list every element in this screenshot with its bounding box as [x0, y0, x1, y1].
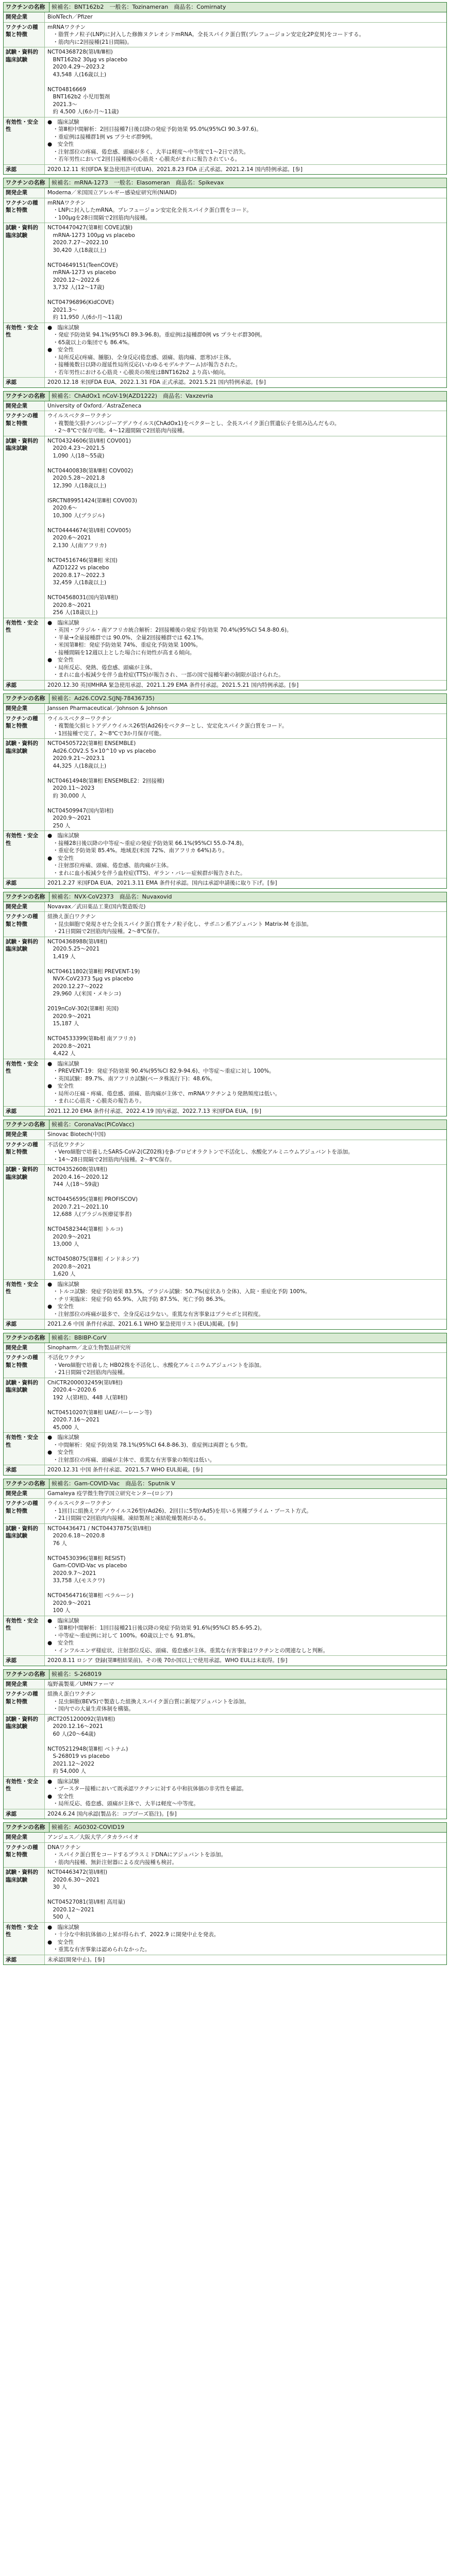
row-content: Gamaleya 疫学微生物学国立研究センター(ロシア): [47, 1490, 173, 1497]
vaccine-header: [4, 1823, 446, 1833]
table-row: [4, 1343, 446, 1353]
row-content: 2020.12.18 米国FDA EUA、2022.1.31 FDA 正式承認。2021.5.21 国内特例承認。[参]: [47, 379, 266, 385]
table-row: [4, 1465, 446, 1475]
row-content: Janssen Pharmaceutical／Johnson & Johnson: [47, 705, 168, 711]
row-label: 開発企業: [4, 1680, 45, 1689]
row-label: 開発企業: [4, 401, 45, 411]
row-label: ワクチンの種類と特徴: [4, 1499, 45, 1523]
vaccine-header: [4, 1120, 446, 1130]
table-row: [4, 23, 446, 48]
row-label: ワクチンの種類と特徴: [4, 1843, 45, 1868]
row-label: 承認: [4, 1319, 45, 1329]
row-label: ワクチンの種類と特徴: [4, 1353, 45, 1378]
row-label: 試験・資料的臨床試験: [4, 436, 45, 618]
row-label: 有効性・安全性: [4, 323, 45, 378]
table-row: [4, 1130, 446, 1140]
vaccine-header-names: 候補名：NVX-CoV2373 商品名：Nuvaxovid: [52, 893, 172, 900]
table-row: [4, 1489, 446, 1499]
row-label: 有効性・安全性: [4, 117, 45, 164]
table-row: [4, 12, 446, 23]
table-row: [4, 1715, 446, 1777]
table-row: [4, 902, 446, 912]
table-row: [4, 1777, 446, 1809]
table-row: [4, 411, 446, 436]
row-content: NCT04368988(第Ⅰ/Ⅱ相) 2020.5.25～2021 1,419 人 NCT04611802(第Ⅲ相 PREVENT-19) NVX-CoV2373 5μg vs placebo 2020.12.27～2022 29,960 人(米国・メキシコ) 2019nCoV-302(第Ⅲ相 英国) 2020.9～2021 15,187 人 NCT04533399(第Ⅱb相 南アフリカ) 2020.8～2021 4,422 人: [47, 938, 140, 1057]
vaccine-block: [3, 892, 447, 1117]
table-row: [4, 117, 446, 165]
row-label: ワクチンの種類と特徴: [4, 23, 45, 47]
table-row: [4, 912, 446, 937]
table-row: [4, 1689, 446, 1715]
row-content: 2021.2.6 中国 条件付承認、2021.6.1 WHO 緊急使用リスト(EUL)掲載。[参]: [47, 1321, 238, 1327]
row-content: ● 臨床試験 ・十分な中和抗体価の上昇が得られず、2022.9 に開発中止を発表。 ● 安全性 ・重篤な有害事象は認められなかった。: [47, 1924, 220, 1953]
row-content: 2021.2.27 米国FDA EUA、2021.3.11 EMA 条件付承認。国内は承認申請後に取り下げ。[参]: [47, 880, 277, 886]
table-row: [4, 937, 446, 1059]
vaccine-header-names: 候補名：Ad26.COV2.S(JNJ-78436735): [52, 695, 155, 702]
table-row: [4, 1378, 446, 1433]
vaccine-header: [4, 1333, 446, 1343]
vaccine-block: [3, 1822, 447, 1965]
vaccine-header-names: 候補名：AG0302-COVID19: [52, 1824, 125, 1831]
row-content: Sinopharm／北京生物製品研究所: [47, 1344, 131, 1351]
vaccine-header-label: ワクチンの名称: [4, 1120, 49, 1129]
table-row: [4, 1165, 446, 1280]
row-label: ワクチンの種類と特徴: [4, 912, 45, 937]
row-label: 有効性・安全性: [4, 1059, 45, 1106]
row-content: ● 臨床試験 ・発症予防効果 94.1%(95%CI 89.3-96.8)。重症例は接種群0例 vs プラセボ群30例。 ・65歳以上の集団でも 86.4%。 ● 安全性 ・局所反応(疼痛、腫脹)、全身反応(倦怠感、頭痛、筋肉痛、悪寒)が主体。 ・接種後数日以降の遅延性局所反応(いわゆるモデルナアーム)が報告された。 ・若年男性における心筋炎・心膜炎の頻度はBNT162b2 より高い傾向。: [47, 324, 265, 376]
vaccine-header: [4, 892, 446, 902]
table-row: [4, 1680, 446, 1690]
row-label: ワクチンの種類と特徴: [4, 1689, 45, 1714]
table-row: [4, 878, 446, 888]
vaccine-header-names: 候補名：BNT162b2 一般名：Tozinameran 商品名：Comirnaty: [52, 4, 226, 10]
vaccine-block: [3, 391, 447, 691]
row-content: 2024.6.24 国内承認(製品名：コブゴーズ筋注)。[参]: [47, 1810, 177, 1817]
row-label: 試験・資料的臨床試験: [4, 937, 45, 1059]
row-label: 承認: [4, 1656, 45, 1666]
row-label: 試験・資料的臨床試験: [4, 739, 45, 831]
row-content: ● 臨床試験 ・ブースター接種において既承認ワクチンに対する中和抗体価の非劣性を確認。 ● 安全性 ・局所反応、倦怠感、頭痛が主体で、大半は軽度～中等度。: [47, 1778, 247, 1807]
row-content: ウイルスベクターワクチン ・複製能欠損チンパンジーアデノウイルス(ChAdOx1)をベクターとし、全長スパイク蛋白質遺伝子を組み込んだもの。 ・2～8℃で保存可能。4～12週間隔で2回筋肉内接種。: [47, 413, 340, 434]
table-row: [4, 1955, 446, 1965]
row-label: 承認: [4, 1809, 45, 1819]
row-content: BioNTech／Pfizer: [47, 14, 93, 20]
table-row: [4, 323, 446, 378]
vaccine-header-label: ワクチンの名称: [4, 392, 49, 401]
vaccine-header-names: 候補名：S-268019: [52, 1670, 102, 1677]
vaccine-header-label: ワクチンの名称: [4, 694, 49, 703]
table-row: [4, 739, 446, 831]
row-content: NCT04368728(第Ⅰ/Ⅱ/Ⅲ相) BNT162b2 30μg vs placebo 2020.4.29～2023.2 43,548 人(16歳以上) NCT04816669 BNT162b2 小児用製剤 2021.3～ 約 4,500 人(6か月～11歳): [47, 49, 128, 115]
table-row: [4, 704, 446, 714]
row-content: 不活化ワクチン ・Vero細胞で培養したSARS-CoV-2(CZ02株)をβ-プロピオラクトンで不活化し、水酸化アルミニウムアジュバントを添加。 ・14～28日間隔で2回筋肉内接種。2～8℃保存。: [47, 1141, 354, 1163]
row-content: Novavax／武田薬品工業(国内製造販売): [47, 903, 146, 910]
vaccine-header-label: ワクチンの名称: [4, 1670, 49, 1679]
row-label: 承認: [4, 1465, 45, 1475]
vaccine-header-label: ワクチンの名称: [4, 892, 49, 902]
row-content: DNAワクチン ・スパイク蛋白質をコードするプラスミドDNAにアジュバントを添加。 ・筋肉内接種、無針注射器による皮内接種も検討。: [47, 1844, 227, 1866]
table-row: [4, 1319, 446, 1329]
table-row: [4, 1433, 446, 1465]
table-row: [4, 1656, 446, 1666]
vaccine-block: [3, 693, 447, 889]
table-row: [4, 1059, 446, 1107]
table-row: [4, 1868, 446, 1923]
vaccine-header-label: ワクチンの名称: [4, 3, 49, 12]
row-content: アンジェス／大阪大学／タカラバイオ: [47, 1834, 139, 1840]
row-label: 有効性・安全性: [4, 1923, 45, 1955]
row-label: 有効性・安全性: [4, 831, 45, 878]
table-row: [4, 1843, 446, 1868]
row-content: NCT04463472(第Ⅰ/Ⅱ相) 2020.6.30～2021 30 人 NCT04527081(第Ⅰ/Ⅱ相 高用量) 2020.12～2021 500 人: [47, 1869, 125, 1920]
vaccine-header-names: 候補名：BBIBP-CorV: [52, 1334, 107, 1341]
row-label: 開発企業: [4, 1833, 45, 1842]
row-label: ワクチンの種類と特徴: [4, 1140, 45, 1165]
row-content: NCT04470427(第Ⅲ相 COVE試験) mRNA-1273 100μg vs placebo 2020.7.27～2022.10 30,420 人(18歳以上) NCT04649151(TeenCOVE) mRNA-1273 vs placebo 2020.12～2022.6 3,732 人(12～17歳) NCT04796896(KidCOVE) 2021.3～ 約 11,950 人(6か月～11歳): [47, 225, 135, 320]
row-label: 承認: [4, 1107, 45, 1116]
row-content: Sinovac Biotech(中国): [47, 1131, 106, 1138]
row-label: 有効性・安全性: [4, 1616, 45, 1656]
vaccine-header: [4, 694, 446, 704]
table-row: [4, 198, 446, 224]
table-row: [4, 1107, 446, 1116]
row-label: 試験・資料的臨床試験: [4, 1378, 45, 1433]
table-row: [4, 1833, 446, 1843]
row-label: 有効性・安全性: [4, 1433, 45, 1465]
vaccine-header: [4, 1479, 446, 1489]
table-row: [4, 831, 446, 878]
row-label: 試験・資料的臨床試験: [4, 223, 45, 323]
vaccine-header-label: ワクチンの名称: [4, 178, 49, 188]
row-label: 承認: [4, 378, 45, 387]
row-content: NCT04352608(第Ⅰ/Ⅱ相) 2020.4.16～2020.12 744 人(18～59歳) NCT04456595(第Ⅲ相 PROFISCOV) 2020.7.21～2021.10 12,688 人(ブラジル医療従事者) NCT04582344(第Ⅲ相 トルコ) 2020.9～2021 13,000 人 NCT04508075(第Ⅲ相 インドネシア) 2020.8～2021 1,620 人: [47, 1166, 139, 1277]
table-row: [4, 1140, 446, 1165]
table-row: [4, 188, 446, 198]
row-content: 塩野義製薬／UMNファーマ: [47, 1681, 114, 1687]
vaccine-header-label: ワクチンの名称: [4, 1333, 49, 1343]
table-row: [4, 1353, 446, 1378]
table-row: [4, 436, 446, 618]
table-row: [4, 401, 446, 412]
vaccine-header: [4, 3, 446, 12]
vaccine-block: [3, 178, 447, 388]
row-label: 開発企業: [4, 902, 45, 912]
vaccine-header: [4, 392, 446, 401]
row-content: 2021.12.20 EMA 条件付承認、2022.4.19 国内承認、2022.7.13 米国FDA EUA。[参]: [47, 1108, 261, 1114]
row-content: NCT04436471 / NCT04437875(第Ⅰ/Ⅱ相) 2020.6.18～2020.8 76 人 NCT04530396(第Ⅲ相 RESIST) Gam-COVID-Vac vs placebo 2020.9.7～2021 33,758 人(モスクワ) NCT04564716(第Ⅲ相 ベラルーシ) 2020.9～2021 100 人: [47, 1525, 152, 1614]
vaccine-block: [3, 2, 447, 175]
vaccine-block: [3, 1669, 447, 1820]
row-content: jRCT2051200092(第Ⅰ/Ⅱ相) 2020.12.16～2021 60 人(20～64歳) NCT05212948(第Ⅲ相 ベトナム) S-268019 vs placebo 2021.12～2022 約 54,000 人: [47, 1716, 128, 1774]
vaccine-header-label: ワクチンの名称: [4, 1479, 49, 1488]
table-row: [4, 1616, 446, 1656]
row-label: 有効性・安全性: [4, 1777, 45, 1809]
table-row: [4, 1499, 446, 1524]
row-content: ● 臨床試験 ・第Ⅲ相中間解析：1回目接種21日後以降の発症予防効果 91.6%(95%CI 85.6-95.2)。 ・中等症～重症例に対して 100%。60歳以上でも 91.8%。 ● 安全性 ・インフルエンザ様症状、注射部位反応、頭痛、倦怠感が主体。重篤な有害事象はワクチンとの関連なしと判断。: [47, 1617, 329, 1654]
row-content: NCT04505722(第Ⅲ相 ENSEMBLE) Ad26.COV2.S 5×10^10 vp vs placebo 2020.9.21～2023.1 44,325 人(18歳以上) NCT04614948(第Ⅲ相 ENSEMBLE2：2回接種) 2020.11～2023 約 30,000 人 NCT04509947(国内第Ⅰ相) 2020.9～2021 250 人: [47, 740, 164, 829]
row-content: ChiCTR2000032459(第Ⅰ/Ⅱ相) 2020.4～2020.6 192 人(第Ⅰ相)、448 人(第Ⅱ相) NCT04510207(第Ⅲ相 UAE/バーレーン等) 2020.7.16～2021 45,000 人: [47, 1379, 152, 1431]
row-content: ウイルスベクターワクチン ・複製能欠損ヒトアデノウイルス26型(Ad26)をベクターとし、安定化スパイク蛋白質をコード。 ・1回接種で完了。2～8℃で3か月保存可能。: [47, 715, 288, 737]
table-row: [4, 618, 446, 681]
row-content: Moderna／米国国立アレルギー感染症研究所(NIAID): [47, 190, 177, 196]
row-content: 2020.12.31 中国 条件付承認、2021.5.7 WHO EUL掲載。[参]: [47, 1467, 203, 1473]
table-row: [4, 1280, 446, 1320]
row-content: 2020.12.30 英国MHRA 緊急使用承認、2021.1.29 EMA 条件付承認。2021.5.21 国内特例承認。[参]: [47, 682, 299, 688]
row-content: ● 臨床試験 ・接種28日後以降の中等症～重症の発症予防効果 66.1%(95%CI 55.0-74.8)。 ・重症化予防効果 85.4%。地域差(米国 72%、南アフリカ 64%)あり。 ● 安全性 ・注射部位疼痛、頭痛、倦怠感、筋肉痛が主体。 ・まれに血小板減少を伴う血栓症(TTS)、ギラン・バレー症候群が報告された。: [47, 833, 247, 876]
row-content: ● 臨床試験 ・トルコ試験：発症予防効果 83.5%。ブラジル試験：50.7%(症状あり全体)、入院・重症化予防 100%。 ・チリ実臨床：発症予防 65.9%、入院予防 87.5%、死亡予防 86.3%。 ● 安全性 ・注射部位の疼痛が最多で、全身反応は少ない。重篤な有害事象はプラセボと同程度。: [47, 1281, 311, 1317]
table-row: [4, 1923, 446, 1955]
table-row: [4, 47, 446, 117]
row-label: 開発企業: [4, 188, 45, 198]
table-row: [4, 1524, 446, 1616]
row-label: 承認: [4, 878, 45, 888]
vaccine-header-names: 候補名：ChAdOx1 nCoV-19(AZD1222) 商品名：Vaxzevria: [52, 392, 213, 399]
row-label: 開発企業: [4, 1130, 45, 1140]
row-content: ● 臨床試験 ・PREVENT-19：発症予防効果 90.4%(95%CI 82.9-94.6)、中等症～重症に対し 100%。 ・英国試験：89.7%、南アフリカ試験(ベータ株流行下)：48.6%。 ● 安全性 ・局所の圧痛・疼痛、倦怠感、頭痛、筋肉痛が主体で、mRNAワクチンより発熱頻度は低い。 ・まれに心筋炎・心膜炎の報告あり。: [47, 1060, 280, 1104]
vaccine-block: [3, 1333, 447, 1476]
vaccine-header: [4, 178, 446, 188]
row-content: ウイルスベクターワクチン ・1回目に組換えアデノウイルス26型(rAd26)、2回目に5型(rAd5)を用いる異種プライム・ブースト方式。 ・21日間隔で2回筋肉内接種。凍結製剤と凍結乾燥製剤がある。: [47, 1500, 312, 1521]
row-label: 承認: [4, 1955, 45, 1965]
table-row: [4, 714, 446, 739]
row-label: 開発企業: [4, 704, 45, 714]
row-content: 不活化ワクチン ・Vero細胞で培養した HB02株を不活化し、水酸化アルミニウムアジュバントを添加。 ・21日間隔で2回筋肉内接種。: [47, 1354, 265, 1376]
row-label: ワクチンの種類と特徴: [4, 411, 45, 436]
vaccine-block: [3, 1479, 447, 1666]
table-row: [4, 165, 446, 175]
row-content: 組換え蛋白ワクチン ・昆虫細胞で発現させた全長スパイク蛋白質をナノ粒子化し、サポニン系アジュバント Matrix-M を添加。 ・21日間隔で2回筋肉内接種。2～8℃保存。: [47, 913, 312, 935]
row-content: mRNAワクチン ・脂質ナノ粒子(LNP)に封入した修飾ヌクレオシドmRNA。全長スパイク蛋白質(プレフュージョン安定化2P変異)をコードする。 ・筋肉内に2回接種(21日間隔)。: [47, 24, 364, 45]
row-content: ● 臨床試験 ・中間解析：発症予防効果 78.1%(95%CI 64.8-86.3)、重症例は両群とも少数。 ● 安全性 ・注射部位の疼痛、頭痛が主体で、重篤な有害事象の頻度は低い。: [47, 1434, 252, 1463]
row-label: ワクチンの種類と特徴: [4, 714, 45, 739]
table-row: [4, 681, 446, 690]
table-row: [4, 378, 446, 387]
row-label: 有効性・安全性: [4, 1280, 45, 1319]
row-label: 開発企業: [4, 12, 45, 22]
vaccine-header-label: ワクチンの名称: [4, 1823, 49, 1832]
vaccine-header-names: 候補名：Gam-COVID-Vac 商品名：Sputnik V: [52, 1480, 175, 1487]
row-content: 組換え蛋白ワクチン ・昆虫細胞(BEVS)で製造した組換えスパイク蛋白質に新規アジュバントを添加。 ・国内での大量生産体制を構築。: [47, 1691, 250, 1712]
row-label: 試験・資料的臨床試験: [4, 1524, 45, 1616]
row-content: 2020.12.11 米国FDA 緊急使用許可(EUA)、2021.8.23 FDA 正式承認。2021.2.14 国内特例承認。[参]: [47, 166, 303, 173]
vaccine-header: [4, 1670, 446, 1680]
row-label: 承認: [4, 165, 45, 175]
vaccine-header-names: 候補名：CoronaVac(PiCoVacc): [52, 1121, 135, 1128]
row-label: 試験・資料的臨床試験: [4, 47, 45, 117]
table-row: [4, 223, 446, 323]
row-content: ● 臨床試験 ・第Ⅲ相中間解析：2回目接種7日後以降の発症予防効果 95.0%(95%CI 90.3-97.6)。 ・重症例は接種群1例 vs プラセボ群9例。 ● 安全性 ・注射部位の疼痛、倦怠感、頭痛が多く、大半は軽度～中等度で1～2日で消失。 ・若年男性において2回目接種後の心筋炎・心膜炎がまれに報告されている。: [47, 118, 262, 162]
row-content: 2020.8.11 ロシア 登録(第Ⅲ相結果前)。その後 70か国以上で使用承認。WHO EULは未取得。[参]: [47, 1657, 288, 1664]
row-label: 試験・資料的臨床試験: [4, 1868, 45, 1922]
row-label: 承認: [4, 681, 45, 690]
table-row: [4, 1809, 446, 1819]
row-content: NCT04324606(第Ⅰ/Ⅱ相 COV001) 2020.4.23～2021.5 1,090 人(18～55歳) NCT04400838(第Ⅱ/Ⅲ相 COV002) 2020.5.28～2021.8 12,390 人(18歳以上) ISRCTN89951424(第Ⅲ相 COV003) 2020.6～ 10,300 人(ブラジル) NCT04444674(第Ⅰ/Ⅱ相 COV005) 2020.6～2021 2,130 人(南アフリカ) NCT04516746(第Ⅲ相 米国) AZD1222 vs placebo 2020.8.17～2022.3 32,459 人(18歳以上) NCT04568031(国内第Ⅰ/Ⅱ相) 2020.8～2021 256 人(18歳以上): [47, 437, 137, 616]
row-content: ● 臨床試験 ・英国・ブラジル・南アフリカ統合解析：2回接種後の発症予防効果 70.4%(95%CI 54.8-80.6)。 ・半量→全量接種群では 90.0%、全量2回接種群では 62.1%。 ・米国第Ⅲ相：発症予防効果 74%、重症化予防効果 100%。 ・接種間隔を12週以上とした場合に有効性が高まる傾向。 ● 安全性 ・局所反応、発熱、倦怠感、頭痛が主体。 ・まれに血小板減少を伴う血栓症(TTS)が報告され、一部の国で接種年齢の制限が設けられた。: [47, 619, 292, 678]
row-content: mRNAワクチン ・LNPに封入したmRNA。プレフュージョン安定化全長スパイク蛋白質をコード。 ・100μgを28日間隔で2回筋肉内接種。: [47, 199, 252, 221]
row-label: ワクチンの種類と特徴: [4, 198, 45, 223]
vaccine-block: [3, 1120, 447, 1330]
row-label: 開発企業: [4, 1489, 45, 1499]
row-content: University of Oxford／AstraZeneca: [47, 402, 142, 409]
row-label: 試験・資料的臨床試験: [4, 1715, 45, 1776]
row-label: 有効性・安全性: [4, 618, 45, 680]
row-content: 未承認(開発中止)。[参]: [47, 1956, 105, 1963]
row-label: 開発企業: [4, 1343, 45, 1353]
vaccine-header-names: 候補名：mRNA-1273 一般名：Elasomeran 商品名：Spikevax: [52, 179, 224, 186]
row-label: 試験・資料的臨床試験: [4, 1165, 45, 1279]
